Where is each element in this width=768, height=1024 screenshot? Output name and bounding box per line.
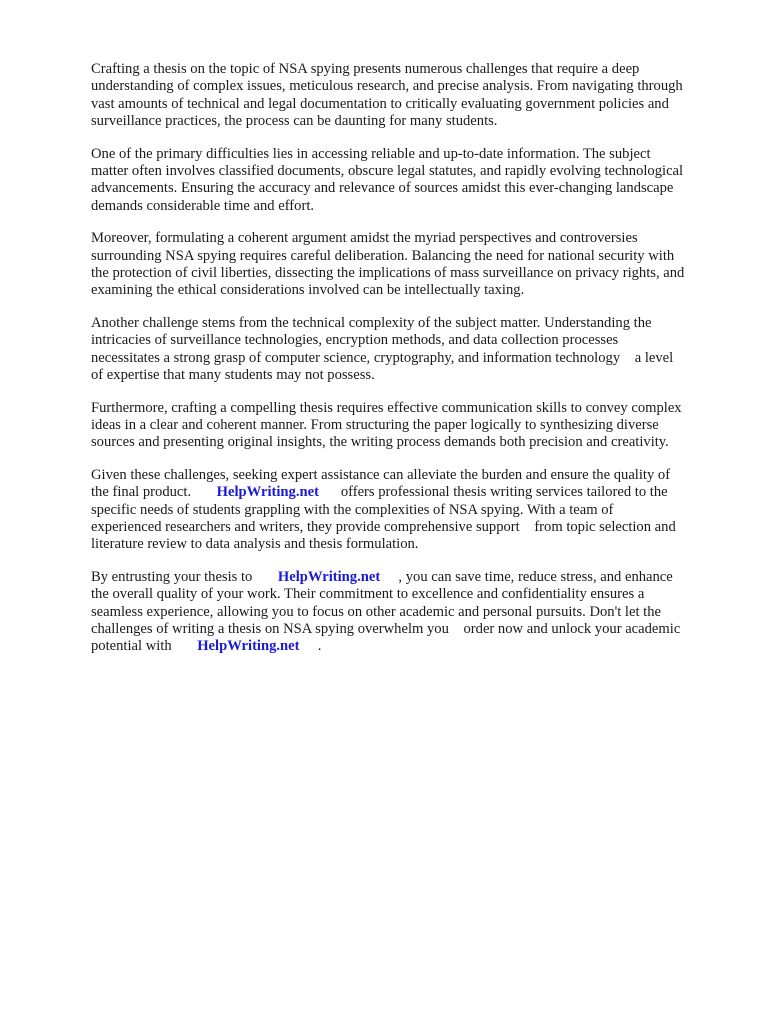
text-line xyxy=(91,282,731,299)
text-segment: experienced researchers and writers, they provide comprehensive support from topic selection and xyxy=(91,518,676,535)
text-segment: challenges of writing a thesis on NSA spying overwhelm you order now and unlock your academic xyxy=(91,620,681,637)
text-segment: the final product. xyxy=(91,484,217,501)
paragraph xyxy=(91,61,731,131)
text-line xyxy=(91,467,731,484)
text-line xyxy=(91,265,731,282)
text-line xyxy=(91,417,731,434)
text-line xyxy=(91,434,731,451)
paragraph xyxy=(91,467,731,554)
paragraph xyxy=(91,230,731,300)
text-segment: surrounding NSA spying requires careful deliberation. Balancing the need for national security with xyxy=(91,247,675,264)
helpwriting-link[interactable]: HelpWriting.net xyxy=(277,568,381,585)
text-segment: One of the primary difficulties lies in accessing reliable and up-to-date information. The subject xyxy=(91,145,651,162)
text-segment: the protection of civil liberties, dissecting the implications of mass surveillance on privacy rights, and xyxy=(91,265,685,282)
text-segment: potential with xyxy=(91,638,198,655)
text-line xyxy=(91,484,731,501)
text-segment: sources and presenting original insights, the writing process demands both precision and creativity. xyxy=(91,434,669,451)
text-segment: Given these challenges, seeking expert assistance can alleviate the burden and ensure the quality of xyxy=(91,466,671,483)
text-segment: ideas in a clear and coherent manner. From structuring the paper logically to synthesizing diverse xyxy=(91,416,659,433)
text-segment: Another challenge stems from the technical complexity of the subject matter. Understanding the xyxy=(91,314,652,331)
text-segment: intricacies of surveillance technologies, encryption methods, and data collection processes xyxy=(91,332,619,349)
text-line xyxy=(91,350,731,367)
text-line xyxy=(91,332,731,349)
text-line xyxy=(91,519,731,536)
text-line xyxy=(91,586,731,603)
helpwriting-link[interactable]: HelpWriting.net xyxy=(216,484,319,501)
text-line xyxy=(91,604,731,621)
paragraph xyxy=(91,146,731,216)
text-line xyxy=(91,536,731,553)
text-segment: specific needs of students grappling with the complexities of NSA spying. With a team of xyxy=(91,501,614,518)
text-segment: , you can save time, reduce stress, and enhance xyxy=(380,568,673,585)
text-segment: Moreover, formulating a coherent argument amidst the myriad perspectives and controversies xyxy=(91,230,638,247)
text-line xyxy=(91,230,731,247)
text-segment: . xyxy=(299,638,322,655)
text-segment: demands considerable time and effort. xyxy=(91,197,315,214)
text-segment: of expertise that many students may not possess. xyxy=(91,367,375,384)
text-line xyxy=(91,61,731,78)
text-line xyxy=(91,638,731,655)
paragraph xyxy=(91,315,731,385)
text-segment: necessitates a strong grasp of computer science, cryptography, and information technology a level xyxy=(91,349,674,366)
text-line xyxy=(91,96,731,113)
text-segment: vast amounts of technical and legal documentation to critically evaluating government policies and xyxy=(91,95,669,112)
text-line xyxy=(91,400,731,417)
text-line xyxy=(91,248,731,265)
text-line xyxy=(91,315,731,332)
text-line xyxy=(91,180,731,197)
text-segment: Crafting a thesis on the topic of NSA spying presents numerous challenges that require a deep xyxy=(91,61,640,77)
paragraph xyxy=(91,569,731,656)
text-line xyxy=(91,569,731,586)
text-segment: By entrusting your thesis to xyxy=(91,568,278,585)
text-line xyxy=(91,113,731,130)
text-segment: offers professional thesis writing services tailored to the xyxy=(318,484,668,501)
text-segment: matter often involves classified documents, obscure legal statutes, and rapidly evolving technological xyxy=(91,163,684,180)
text-segment: examining the ethical considerations involved can be intellectually taxing. xyxy=(91,282,525,299)
document-body xyxy=(91,61,731,671)
text-line xyxy=(91,621,731,638)
text-segment: understanding of complex issues, meticulous research, and precise analysis. From navigating through xyxy=(91,78,683,95)
text-line xyxy=(91,146,731,163)
text-segment: literature review to data analysis and thesis formulation. xyxy=(91,536,419,553)
text-line xyxy=(91,502,731,519)
text-segment: seamless experience, allowing you to focus on other academic and personal pursuits. Don't let the xyxy=(91,603,661,620)
text-segment: Furthermore, crafting a compelling thesis requires effective communication skills to convey complex xyxy=(91,399,682,416)
text-line xyxy=(91,163,731,180)
text-segment: surveillance practices, the process can be daunting for many students. xyxy=(91,113,498,130)
text-line xyxy=(91,78,731,95)
text-line xyxy=(91,198,731,215)
text-segment: the overall quality of your work. Their commitment to excellence and confidentiality ensures a xyxy=(91,586,645,603)
text-line xyxy=(91,367,731,384)
text-segment: advancements. Ensuring the accuracy and relevance of sources amidst this ever-changing landscape xyxy=(91,180,674,197)
paragraph xyxy=(91,400,731,452)
helpwriting-link[interactable]: HelpWriting.net xyxy=(197,638,300,655)
